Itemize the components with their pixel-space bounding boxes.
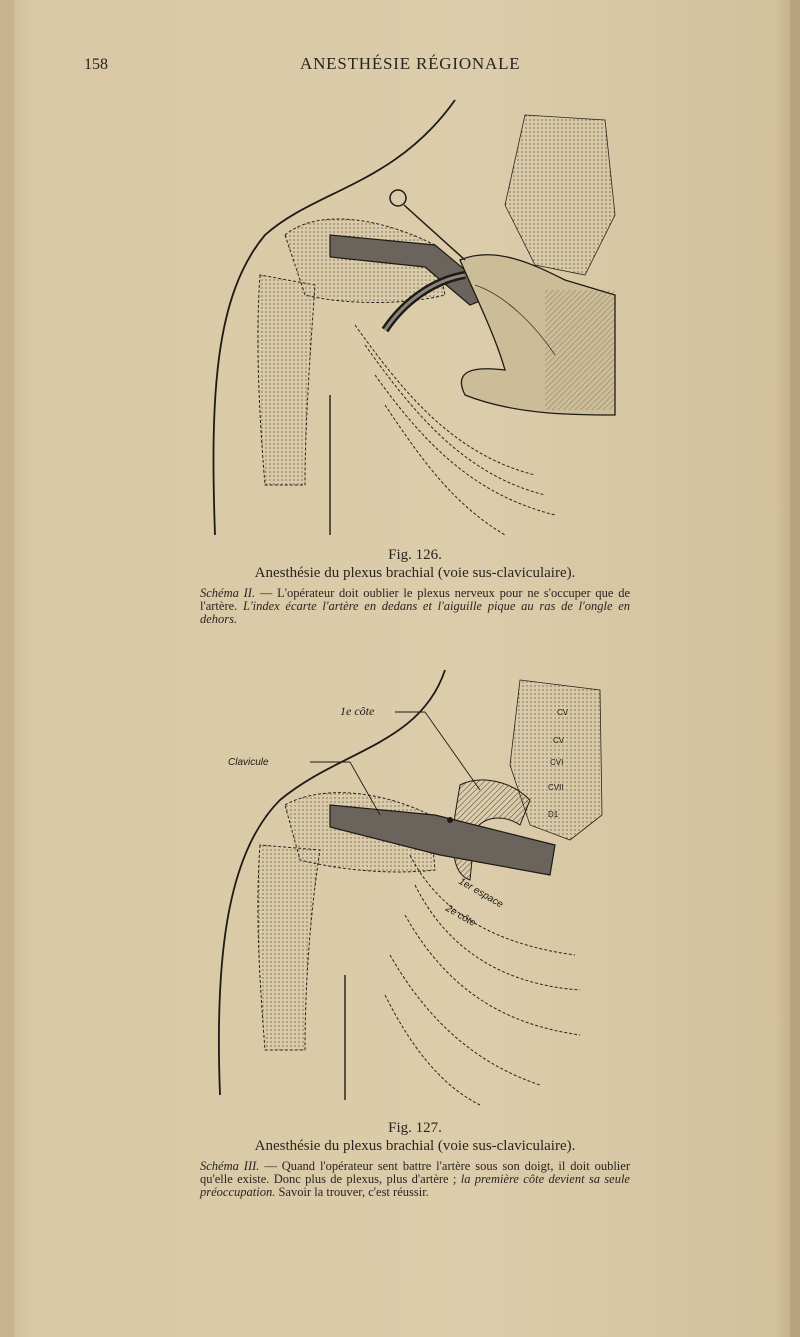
label-cv-upper: CV [557, 708, 569, 717]
figure-126-scheme-body: — L'opérateur doit oublier le plexus nerveux pour ne s'occuper que de l'artère. [200, 586, 631, 613]
figure-127-illustration [210, 665, 610, 1115]
figure-126-caption [200, 547, 630, 626]
label-first-space: 1er espace [456, 876, 505, 911]
figure-126-title: Anesthésie du plexus brachial (voie sus-claviculaire). [254, 565, 576, 581]
running-title: ANESTHÉSIE RÉGIONALE [300, 54, 521, 73]
page-number: 158 [84, 56, 108, 73]
figure-127-caption [200, 1120, 630, 1199]
figure-126-illustration [205, 95, 625, 545]
figure-127-scheme-label: Schéma III. [200, 1159, 260, 1173]
figure-127-scheme-body: — Quand l'opérateur sent battre l'artère sous son doigt, il doit oublier qu'elle existe. Donc plus de plexus, plus d'artère ; [200, 1159, 630, 1186]
figure-127-number: Fig. 127. [388, 1120, 442, 1136]
figure-126-scheme-text [200, 587, 630, 626]
label-d1: D1 [548, 810, 559, 819]
figure-126-scheme-italic: L'index écarte l'artère en dedans et l'aiguille pique au ras de l'ongle en dehors. [200, 599, 630, 626]
label-cv: CV [553, 736, 565, 745]
figure-127-scheme-end: Savoir la trouver, c'est réussir. [275, 1185, 429, 1199]
page-left-edge [0, 0, 14, 1337]
label-second-rib: 2e côte [443, 903, 478, 930]
figure-126-scheme-label: Schéma II. [200, 586, 256, 600]
figure-127-scheme-italic: la première côte devient sa seule préoccupation. [200, 1172, 630, 1199]
figure-127-title: Anesthésie du plexus brachial (voie sus-claviculaire). [254, 1138, 576, 1154]
label-cvii: CVII [548, 783, 564, 792]
figure-126-number: Fig. 126. [388, 547, 442, 563]
figure-127-scheme-text [200, 1160, 630, 1199]
label-cvi: CVI [550, 758, 564, 767]
label-clavicle: Clavicule [228, 757, 269, 768]
page-right-edge [790, 0, 800, 1337]
label-first-rib: 1e côte [340, 704, 375, 718]
page-header [0, 52, 800, 80]
